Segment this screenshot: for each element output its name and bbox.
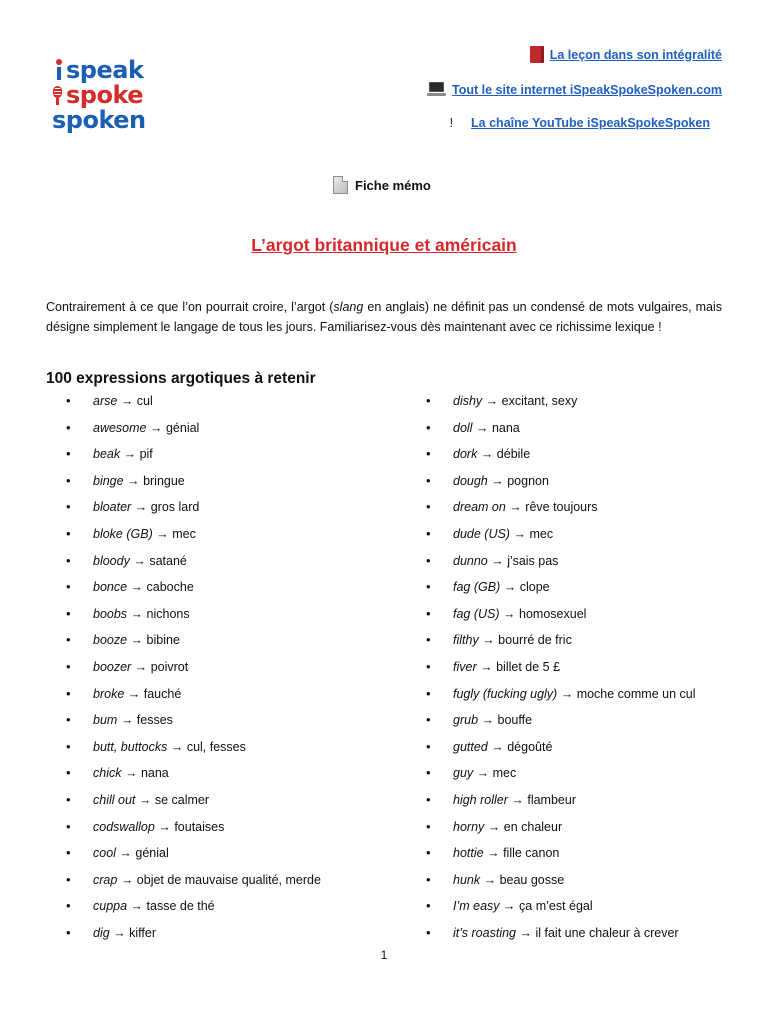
- list-item: [426, 708, 736, 735]
- arrow-icon: →: [491, 473, 504, 488]
- list-item: [66, 389, 396, 416]
- expression-english: boozer: [93, 659, 132, 674]
- expression-english: booze: [93, 633, 128, 648]
- list-item: [66, 868, 396, 895]
- youtube-link[interactable]: La chaîne YouTube iSpeakSpokeSpoken: [471, 116, 710, 130]
- arrow-icon: →: [138, 792, 152, 807]
- arrow-icon: →: [503, 606, 516, 621]
- expression-french: débile: [496, 447, 531, 462]
- arrow-icon: →: [130, 580, 144, 595]
- expression-english: dork: [453, 447, 478, 462]
- document-icon: [333, 176, 348, 194]
- expression-english: bonce: [93, 580, 128, 595]
- expression-french: nichons: [146, 606, 190, 621]
- expression-english: hottie: [453, 846, 484, 861]
- list-item: [66, 788, 396, 815]
- expression-french: flambeur: [527, 792, 576, 807]
- arrow-icon: →: [149, 420, 163, 435]
- expression-english: chill out: [93, 792, 136, 807]
- list-item: [426, 894, 736, 921]
- expression-french: ça m’est égal: [519, 899, 593, 914]
- expression-english: butt, buttocks: [93, 739, 168, 754]
- expression-french: fesses: [136, 713, 173, 728]
- expression-english: binge: [93, 473, 124, 488]
- website-link[interactable]: Tout le site internet iSpeakSpokeSpoken.com: [452, 82, 722, 97]
- arrow-icon: →: [491, 739, 504, 754]
- book-icon: [530, 46, 544, 63]
- expression-french: mec: [529, 526, 554, 541]
- list-item: [66, 841, 396, 868]
- expression-french: bourré de fric: [498, 633, 572, 648]
- arrow-icon: →: [123, 447, 137, 462]
- expression-french: beau gosse: [499, 872, 565, 887]
- arrow-icon: →: [481, 713, 495, 728]
- expression-english: fag (GB): [453, 580, 501, 595]
- list-item: [426, 416, 736, 443]
- expression-english: filthy: [453, 633, 479, 648]
- list-item: [426, 602, 736, 629]
- expression-english: dough: [453, 473, 488, 488]
- logo-line-spoken: spoken: [52, 106, 146, 134]
- arrow-icon: →: [130, 899, 144, 914]
- expression-english: grub: [453, 713, 479, 728]
- arrow-icon: →: [511, 792, 524, 807]
- arrow-icon: →: [134, 500, 148, 515]
- arrow-icon: →: [487, 819, 501, 834]
- intro-paragraph: [46, 297, 722, 337]
- expression-english: cool: [93, 846, 116, 861]
- expression-french: dégoûté: [507, 739, 553, 754]
- list-item: [426, 655, 736, 682]
- arrow-icon: →: [133, 553, 146, 568]
- expression-english: bloater: [93, 500, 132, 515]
- expression-french: bringue: [143, 473, 185, 488]
- list-item: [426, 788, 736, 815]
- expression-french: tasse de thé: [146, 899, 215, 914]
- list-item: [66, 469, 396, 496]
- expression-english: gutted: [453, 739, 488, 754]
- expression-french: j’sais pas: [507, 553, 559, 568]
- arrow-icon: →: [127, 473, 140, 488]
- list-item: [426, 575, 736, 602]
- list-item: [426, 442, 736, 469]
- expression-english: awesome: [93, 420, 147, 435]
- expression-english: bloke (GB): [93, 526, 153, 541]
- expression-english: dishy: [453, 394, 483, 408]
- arrow-icon: →: [119, 846, 132, 861]
- arrow-icon: →: [113, 925, 126, 940]
- list-item: [66, 602, 396, 629]
- expression-english: bloody: [93, 553, 130, 568]
- arrow-icon: →: [503, 899, 516, 914]
- expression-french: satané: [149, 553, 187, 568]
- list-item: [426, 682, 736, 709]
- expression-french: bibine: [146, 633, 180, 648]
- expression-french: objet de mauvaise qualité, merde: [136, 872, 321, 887]
- expression-english: doll: [453, 420, 473, 435]
- page-number: 1: [380, 948, 388, 962]
- list-item: [426, 761, 736, 788]
- arrow-icon: →: [482, 633, 495, 648]
- expression-english: dunno: [453, 553, 488, 568]
- expression-french: bouffe: [497, 713, 533, 728]
- expression-english: it’s roasting: [453, 925, 516, 940]
- expression-french: excitant, sexy: [501, 394, 578, 408]
- expression-english: arse: [93, 394, 118, 408]
- expression-french: pif: [139, 447, 153, 462]
- list-item: [426, 495, 736, 522]
- intro-after: en anglais) ne définit pas un condensé de mots vulgaires, mais désigne simplement le langage de tous les jours. Familiarisez-vous dès maintenant avec ce richissime lexique !: [46, 300, 722, 334]
- expression-english: bum: [93, 713, 118, 728]
- arrow-icon: →: [503, 580, 517, 595]
- arrow-icon: →: [513, 526, 526, 541]
- intro-before: Contrairement à ce que l’on pourrait croire, l’argot (: [46, 300, 334, 314]
- expression-french: moche comme un cul: [576, 686, 696, 701]
- expression-english: chick: [93, 766, 122, 781]
- list-item: [66, 495, 396, 522]
- expression-english: high roller: [453, 792, 508, 807]
- laptop-icon: [427, 82, 446, 97]
- expressions-list-right: [426, 389, 736, 947]
- list-item: [66, 735, 396, 762]
- arrow-icon: →: [480, 447, 494, 462]
- arrow-icon: →: [509, 500, 522, 515]
- list-item: [66, 575, 396, 602]
- arrow-icon: →: [130, 606, 144, 621]
- logo-i-icon: [54, 58, 63, 80]
- arrow-icon: →: [130, 633, 144, 648]
- expression-french: mec: [172, 526, 196, 541]
- expression-french: billet de 5 £: [496, 659, 561, 674]
- expression-french: mec: [492, 766, 517, 781]
- expression-french: rêve toujours: [525, 500, 598, 515]
- section-heading: 100 expressions argotiques à retenir: [46, 370, 316, 387]
- expression-english: broke: [93, 686, 125, 701]
- expression-french: foutaises: [174, 819, 225, 834]
- list-item: [66, 442, 396, 469]
- list-item: [426, 469, 736, 496]
- arrow-icon: →: [120, 713, 134, 728]
- expression-french: fauché: [143, 686, 182, 701]
- list-item: [426, 735, 736, 762]
- expression-french: poivrot: [150, 659, 189, 674]
- list-item: [66, 522, 396, 549]
- list-item: [426, 549, 736, 576]
- expression-english: fiver: [453, 659, 477, 674]
- list-item: [66, 708, 396, 735]
- expression-english: fugly (fucking ugly): [453, 686, 558, 701]
- list-item: [66, 921, 396, 948]
- expression-english: fag (US): [453, 606, 500, 621]
- list-item: [426, 868, 736, 895]
- list-item: [426, 522, 736, 549]
- expression-french: cul: [136, 394, 153, 408]
- list-item: [66, 549, 396, 576]
- expression-french: nana: [140, 766, 169, 781]
- expression-english: boobs: [93, 606, 128, 621]
- memo-text: Fiche mémo: [355, 177, 431, 193]
- expression-french: cul, fesses: [186, 739, 246, 754]
- expression-french: génial: [165, 420, 200, 435]
- list-item: [66, 655, 396, 682]
- expression-english: dude (US): [453, 526, 510, 541]
- expression-french: se calmer: [154, 792, 210, 807]
- microphone-icon: [52, 86, 63, 106]
- arrow-icon: →: [124, 766, 138, 781]
- list-item: [66, 815, 396, 842]
- arrow-icon: →: [170, 739, 184, 754]
- expression-english: guy: [453, 766, 474, 781]
- arrow-icon: →: [158, 819, 171, 834]
- expression-french: kiffer: [129, 925, 157, 940]
- list-item: [66, 416, 396, 443]
- page-title: L’argot britannique et américain: [251, 235, 517, 255]
- arrow-icon: →: [483, 872, 497, 887]
- link-row-lesson: [530, 46, 722, 63]
- expression-english: dig: [93, 925, 110, 940]
- list-item: [66, 761, 396, 788]
- expression-french: clope: [519, 580, 550, 595]
- arrow-icon: →: [519, 925, 532, 940]
- expression-english: I’m easy: [453, 899, 500, 914]
- list-item: [66, 894, 396, 921]
- logo-line-spoke: spoke: [66, 81, 144, 109]
- link-row-youtube: [450, 116, 710, 130]
- arrow-icon: →: [485, 394, 499, 408]
- arrow-icon: →: [156, 526, 169, 541]
- expressions-list-left: [66, 389, 396, 947]
- expression-english: dream on: [453, 500, 506, 515]
- lesson-link[interactable]: La leçon dans son intégralité: [549, 47, 722, 62]
- expression-english: beak: [93, 447, 121, 462]
- arrow-icon: →: [480, 659, 493, 674]
- arrow-icon: →: [475, 420, 489, 435]
- expression-french: pognon: [507, 473, 549, 488]
- expression-english: crap: [93, 872, 118, 887]
- youtube-prefix: !: [449, 116, 454, 130]
- list-item: [426, 389, 736, 416]
- arrow-icon: →: [476, 766, 490, 781]
- expression-english: codswallop: [93, 819, 155, 834]
- expression-french: gros lard: [150, 500, 200, 515]
- arrow-icon: →: [120, 872, 134, 887]
- expression-french: caboche: [146, 580, 194, 595]
- expression-english: horny: [453, 819, 485, 834]
- expression-french: génial: [135, 846, 169, 861]
- memo-label: [333, 176, 431, 194]
- link-row-website: [427, 82, 722, 97]
- arrow-icon: →: [487, 846, 500, 861]
- expression-french: en chaleur: [503, 819, 563, 834]
- expression-french: il fait une chaleur à crever: [535, 925, 679, 940]
- list-item: [426, 921, 736, 948]
- list-item: [426, 841, 736, 868]
- list-item: [66, 628, 396, 655]
- arrow-icon: →: [127, 686, 141, 701]
- logo-line-speak: speak: [66, 56, 144, 84]
- ispeakspokespoken-logo: [52, 56, 146, 134]
- arrow-icon: →: [491, 553, 504, 568]
- intro-slang: slang: [333, 300, 364, 314]
- list-item: [426, 815, 736, 842]
- expression-french: homosexuel: [519, 606, 587, 621]
- list-item: [66, 682, 396, 709]
- expression-french: fille canon: [503, 846, 560, 861]
- expression-french: nana: [491, 420, 520, 435]
- expression-english: hunk: [453, 872, 481, 887]
- expression-english: cuppa: [93, 899, 128, 914]
- arrow-icon: →: [120, 394, 134, 408]
- arrow-icon: →: [134, 659, 148, 674]
- list-item: [426, 628, 736, 655]
- arrow-icon: →: [560, 686, 574, 701]
